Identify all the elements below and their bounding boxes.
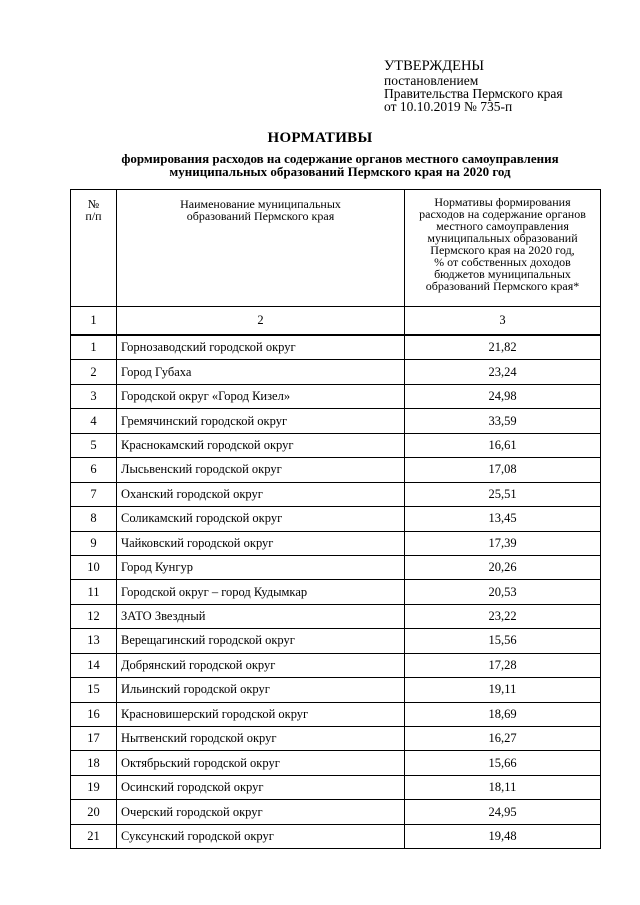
column-number: 1 [71, 307, 117, 336]
row-number: 21 [71, 824, 117, 848]
table-row [71, 678, 601, 702]
municipality-name: Ильинский городской округ [117, 678, 405, 702]
municipality-name: Нытвенский городской округ [117, 727, 405, 751]
norm-value: 25,51 [405, 482, 601, 506]
norm-value: 18,11 [405, 775, 601, 799]
row-number: 18 [71, 751, 117, 775]
norm-value: 17,08 [405, 458, 601, 482]
approval-heading: УТВЕРЖДЕНЫ [384, 58, 485, 74]
norm-value: 24,98 [405, 384, 601, 408]
norm-value: 24,95 [405, 800, 601, 824]
table-row [71, 360, 601, 384]
row-number: 11 [71, 580, 117, 604]
norm-value: 20,26 [405, 555, 601, 579]
document-title: НОРМАТИВЫ [267, 130, 373, 146]
table-row [71, 824, 601, 848]
table-row [71, 531, 601, 555]
municipality-name: Красновишерский городской округ [117, 702, 405, 726]
header-municipality: Наименование муниципальных образований Пермского края [117, 190, 405, 307]
norm-value: 15,56 [405, 629, 601, 653]
municipality-name: Добрянский городской округ [117, 653, 405, 677]
row-number: 9 [71, 531, 117, 555]
municipality-name: Верещагинский городской округ [117, 629, 405, 653]
row-number: 3 [71, 384, 117, 408]
municipality-name: Город Губаха [117, 360, 405, 384]
municipality-name: ЗАТО Звездный [117, 604, 405, 628]
norm-value: 33,59 [405, 409, 601, 433]
row-number: 7 [71, 482, 117, 506]
municipality-name: Лысьвенский городской округ [117, 458, 405, 482]
column-number: 2 [117, 307, 405, 336]
municipality-name: Чайковский городской округ [117, 531, 405, 555]
column-number-row [71, 307, 601, 336]
row-number: 19 [71, 775, 117, 799]
table-header-row [71, 190, 601, 307]
table-row [71, 482, 601, 506]
row-number: 1 [71, 335, 117, 360]
table-row [71, 653, 601, 677]
norm-value: 18,69 [405, 702, 601, 726]
row-number: 5 [71, 433, 117, 457]
table-row [71, 433, 601, 457]
norm-value: 17,28 [405, 653, 601, 677]
norm-value: 20,53 [405, 580, 601, 604]
table-row [71, 727, 601, 751]
municipality-name: Городской округ «Город Кизел» [117, 384, 405, 408]
table-row [71, 751, 601, 775]
norm-value: 13,45 [405, 507, 601, 531]
column-number: 3 [405, 307, 601, 336]
municipality-name: Очерский городской округ [117, 800, 405, 824]
approval-stamp [384, 58, 563, 113]
municipality-name: Горнозаводский городской округ [117, 335, 405, 360]
subtitle-line-1: формирования расходов на содержание органов местного самоуправления [121, 151, 559, 166]
table-row [71, 800, 601, 824]
table-row [71, 775, 601, 799]
table-row [71, 507, 601, 531]
table-row [71, 384, 601, 408]
header-number: № п/п [71, 190, 117, 307]
header-norm: Нормативы формирования расходов на содержание органов местного самоуправления муниципальных образований Пермского края на 2020 год, % от собственных доходов бюджетов муниципальных образований Пермского края* [405, 190, 601, 307]
norm-value: 19,11 [405, 678, 601, 702]
municipality-name: Оханский городской округ [117, 482, 405, 506]
row-number: 14 [71, 653, 117, 677]
row-number: 4 [71, 409, 117, 433]
row-number: 12 [71, 604, 117, 628]
row-number: 16 [71, 702, 117, 726]
document-subtitle [50, 152, 630, 178]
municipality-name: Краснокамский городской округ [117, 433, 405, 457]
norms-table [70, 189, 601, 849]
approval-line-government: Правительства Пермского края [384, 86, 563, 101]
municipality-name: Соликамский городской округ [117, 507, 405, 531]
approval-line-date-number: от 10.10.2019 № 735-п [384, 99, 513, 114]
norm-value: 16,61 [405, 433, 601, 457]
row-number: 10 [71, 555, 117, 579]
norm-value: 15,66 [405, 751, 601, 775]
norm-value: 21,82 [405, 335, 601, 360]
municipality-name: Гремячинский городской округ [117, 409, 405, 433]
norm-value: 16,27 [405, 727, 601, 751]
row-number: 13 [71, 629, 117, 653]
row-number: 20 [71, 800, 117, 824]
table-row [71, 555, 601, 579]
approval-line-resolution: постановлением [384, 73, 479, 88]
municipality-name: Суксунский городской округ [117, 824, 405, 848]
norm-value: 17,39 [405, 531, 601, 555]
municipality-name: Осинский городской округ [117, 775, 405, 799]
row-number: 2 [71, 360, 117, 384]
municipality-name: Город Кунгур [117, 555, 405, 579]
municipality-name: Октябрьский городской округ [117, 751, 405, 775]
norm-value: 19,48 [405, 824, 601, 848]
table-row [71, 335, 601, 360]
table-row [71, 458, 601, 482]
table-row [71, 702, 601, 726]
table-row [71, 409, 601, 433]
norm-value: 23,22 [405, 604, 601, 628]
norm-value: 23,24 [405, 360, 601, 384]
row-number: 17 [71, 727, 117, 751]
table-row [71, 629, 601, 653]
row-number: 8 [71, 507, 117, 531]
subtitle-line-2: муниципальных образований Пермского края на 2020 год [169, 164, 511, 179]
table-row [71, 580, 601, 604]
municipality-name: Городской округ – город Кудымкар [117, 580, 405, 604]
table-row [71, 604, 601, 628]
row-number: 6 [71, 458, 117, 482]
row-number: 15 [71, 678, 117, 702]
